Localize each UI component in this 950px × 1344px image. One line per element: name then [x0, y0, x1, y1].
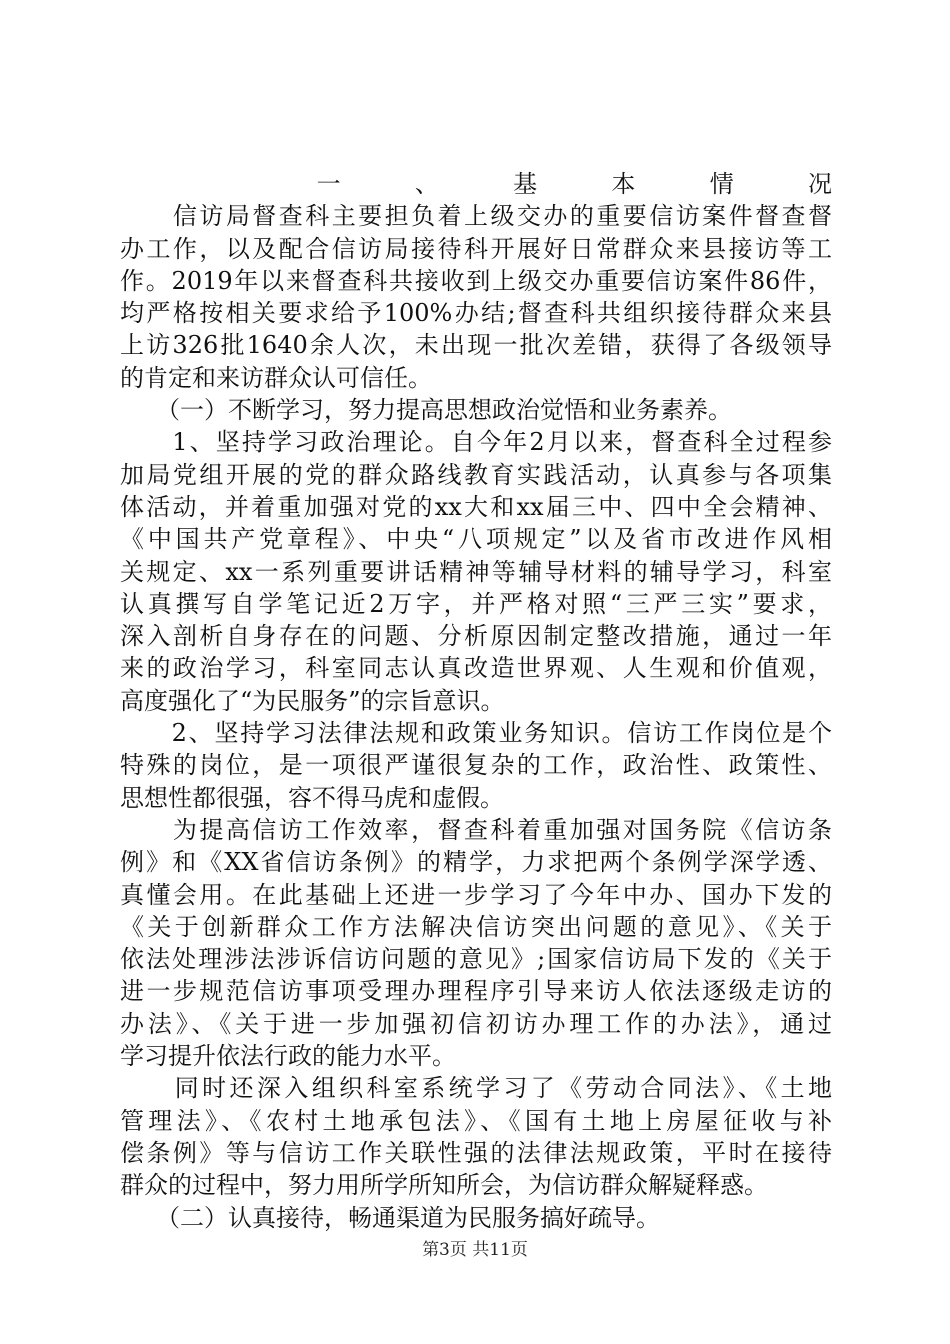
- text-line: 加局党组开展的党的群众路线教育实践活动，认真参与各项集: [120, 460, 832, 489]
- text-line: 作。2019年以来督查科共接收到上级交办重要信访案件86件，: [120, 266, 832, 295]
- section-heading: （一）不断学习，努力提高思想政治觉悟和业务素养。: [120, 396, 732, 425]
- text-line: 思想性都很强，容不得马虎和虚假。: [120, 783, 504, 812]
- text-line: 《关于创新群众工作方法解决信访突出问题的意见》、《关于: [120, 912, 832, 941]
- text-line: 的肯定和来访群众认可信任。: [120, 363, 432, 392]
- text-line: 真懂会用。在此基础上还进一步学习了今年中办、国办下发的: [120, 880, 832, 909]
- text-line: 2、坚持学习法律法规和政策业务知识。信访工作岗位是个: [120, 719, 832, 748]
- section-heading: （二）认真接待，畅通渠道为民服务搞好疏导。: [120, 1203, 660, 1232]
- text-line: 认真撰写自学笔记近2万字，并严格对照“三严三实”要求，: [120, 589, 832, 618]
- text-line: 同时还深入组织科室系统学习了《劳动合同法》、《土地: [120, 1074, 832, 1103]
- text-line: 为提高信访工作效率，督查科着重加强对国务院《信访条: [120, 815, 832, 844]
- text-line: 均严格按相关要求给予100%办结;督查科共组织接待群众来县: [120, 299, 832, 328]
- text-line: 《中国共产党章程》、中央“八项规定”以及省市改进作风相: [120, 525, 832, 554]
- text-line: 一、基本情况: [120, 170, 832, 198]
- text-line: 偿条例》等与信访工作关联性强的法律法规政策，平时在接待: [120, 1138, 832, 1167]
- text-line: 群众的过程中，努力用所学所知所会，为信访群众解疑释惑。: [120, 1171, 768, 1200]
- text-line: 管理法》、《农村土地承包法》、《国有土地上房屋征收与补: [120, 1106, 832, 1135]
- text-line: 办法》、《关于进一步加强初信初访办理工作的办法》，通过: [120, 1009, 832, 1038]
- text-line: 来的政治学习，科室同志认真改造世界观、人生观和价值观，: [120, 654, 832, 683]
- text-line: 例》和《XX省信访条例》的精学，力求把两个条例学深学透、: [120, 848, 832, 877]
- text-line: 上访326批1640余人次，未出现一批次差错，获得了各级领导: [120, 331, 832, 360]
- text-line: 依法处理涉法涉诉信访问题的意见》;国家信访局下发的《关于: [120, 945, 832, 974]
- document-body: [120, 168, 832, 1234]
- text-line: 深入剖析自身存在的问题、分析原因制定整改措施，通过一年: [120, 622, 832, 651]
- page-footer: 第3页 共11页: [422, 1240, 528, 1260]
- text-line: 体活动，并着重加强对党的xx大和xx届三中、四中全会精神、: [120, 492, 832, 521]
- text-line: 关规定、xx一系列重要讲话精神等辅导材料的辅导学习，科室: [120, 557, 832, 586]
- text-line: 学习提升依法行政的能力水平。: [120, 1042, 456, 1071]
- text-line: 特殊的岗位，是一项很严谨很复杂的工作，政治性、政策性、: [120, 751, 832, 780]
- text-line: 进一步规范信访事项受理办理程序引导来访人依法逐级走访的: [120, 977, 832, 1006]
- text-line: 办工作，以及配合信访局接待科开展好日常群众来县接访等工: [120, 234, 832, 263]
- text-line: 1、坚持学习政治理论。自今年2月以来，督查科全过程参: [120, 428, 832, 457]
- text-line: 信访局督查科主要担负着上级交办的重要信访案件督查督: [120, 202, 832, 231]
- text-line: 高度强化了“为民服务”的宗旨意识。: [120, 686, 505, 715]
